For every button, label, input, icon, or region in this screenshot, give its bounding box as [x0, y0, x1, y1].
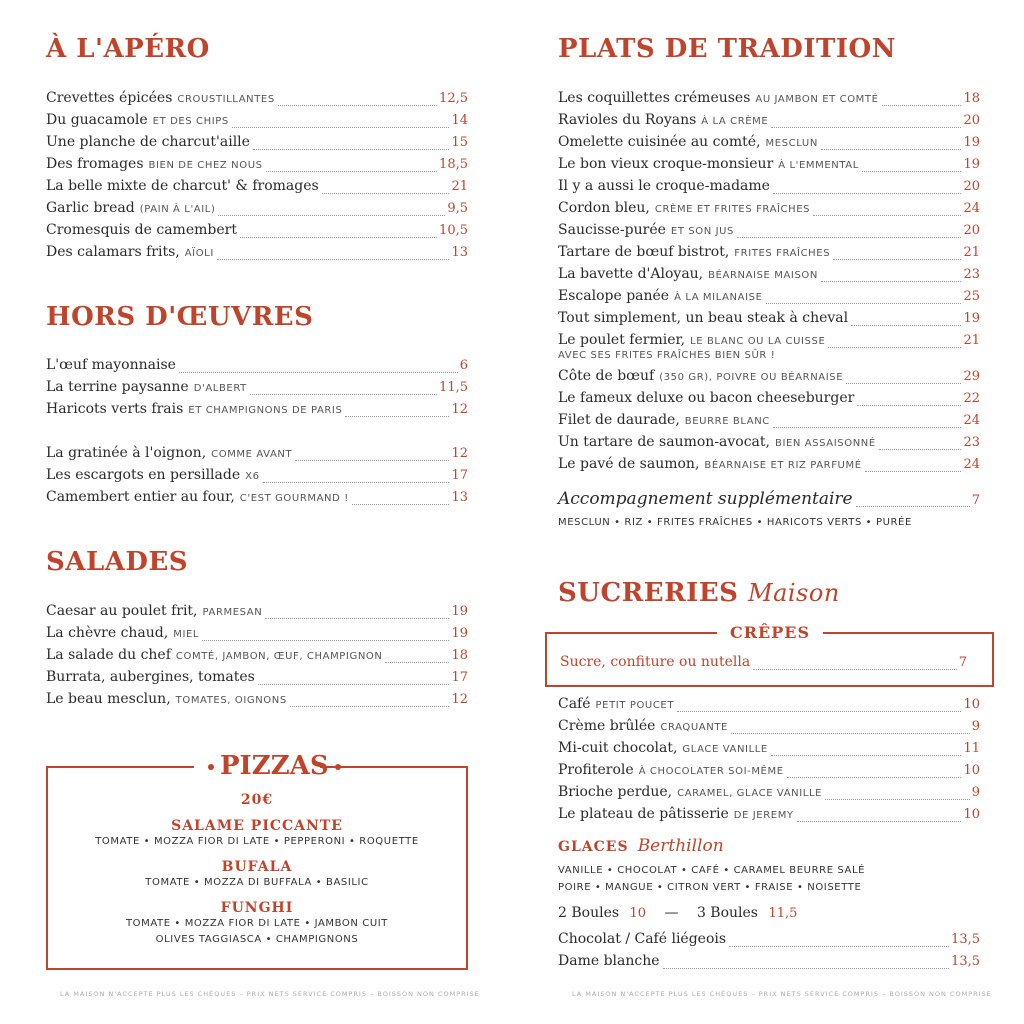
menu-item-row — [46, 134, 468, 154]
glaces-title-text: GLACES — [558, 839, 629, 855]
pizzas-title-text: PIZZAS — [220, 751, 329, 781]
menu-item-price: 24 — [963, 413, 980, 428]
pizza-ingredients: OLIVES TAGGIASCA • CHAMPIGNONS — [155, 934, 359, 945]
menu-item-name: Des calamars frits, — [46, 244, 180, 260]
menu-item-price: 20 — [963, 223, 980, 238]
menu-item-row — [46, 112, 468, 132]
menu-item-name: Saucisse-purée — [558, 222, 666, 238]
dot-leader — [879, 449, 962, 450]
dot-leader — [677, 711, 961, 712]
menu-item-name: La gratinée à l'oignon, — [46, 445, 207, 461]
menu-item-name: Cordon bleu, — [558, 200, 650, 216]
menu-item-price: 18 — [963, 91, 980, 106]
menu-item-price: 21 — [963, 245, 980, 260]
menu-item-row — [558, 156, 980, 176]
dot-leader — [179, 372, 458, 373]
salades-title: SALADES — [46, 547, 189, 577]
menu-item-row — [558, 244, 980, 264]
menu-item-name: Le bon vieux croque-monsieur — [558, 156, 774, 172]
menu-item-row — [558, 200, 980, 220]
menu-item-row — [558, 696, 980, 716]
sucreries-title-text: SUCRERIES — [558, 578, 739, 608]
menu-item-row — [558, 178, 980, 198]
accompagnement-list: MESCLUN • RIZ • FRITES FRAÎCHES • HARICOTS VERTS • PURÉE — [558, 517, 912, 528]
dot-leader — [773, 193, 962, 194]
dot-leader — [825, 799, 970, 800]
menu-item-name: L'œuf mayonnaise — [46, 357, 176, 373]
footer-note: LA MAISON N'ACCEPTE PLUS LES CHÈQUES – PRIX NETS SERVICE COMPRIS – BOISSON NON COMPRISE — [60, 990, 480, 998]
crepes-box — [545, 623, 994, 687]
menu-item-price: 14 — [451, 113, 468, 128]
menu-item-name: Camembert entier au four, — [46, 489, 235, 505]
menu-item-price: 23 — [963, 435, 980, 450]
menu-item-description: CARAMEL, GLACE VANILLE — [677, 788, 823, 799]
three-boules-label: 3 Boules — [696, 905, 758, 921]
pizza-name: FUNGHI — [220, 900, 294, 916]
menu-item-name: La salade du chef — [46, 647, 171, 663]
dot-leader — [862, 171, 962, 172]
menu-item-row — [46, 647, 468, 667]
boules-row — [558, 905, 797, 921]
menu-item-description: FRITES FRAÎCHES — [734, 248, 831, 259]
menu-item-name: Crème brûlée — [558, 718, 656, 734]
dot-leader — [352, 504, 450, 505]
menu-item-row — [558, 288, 980, 308]
accompagnement-row — [558, 489, 980, 511]
menu-item-name: Café — [558, 696, 591, 712]
menu-item-description: MESCLUN — [765, 138, 818, 149]
menu-item-row — [558, 134, 980, 154]
menu-item-name: La chèvre chaud, — [46, 625, 169, 641]
menu-item-price: 29 — [963, 369, 980, 384]
menu-item-name: La bavette d'Aloyau, — [558, 266, 704, 282]
pizzas-box — [46, 751, 468, 970]
dot-leader — [766, 303, 962, 304]
dot-leader — [729, 946, 949, 947]
dot-leader — [856, 506, 970, 507]
menu-item-price: 15 — [451, 135, 468, 150]
menu-item-row — [558, 222, 980, 242]
menu-item-price: 23 — [963, 267, 980, 282]
menu-item-description: AU JAMBON ET COMTÉ — [755, 94, 879, 105]
pizzas-title — [194, 751, 329, 781]
dot-leader — [771, 755, 962, 756]
menu-item-price: 6 — [459, 358, 468, 373]
three-boules-price: 11,5 — [768, 906, 798, 921]
menu-item-description: À L'EMMENTAL — [778, 160, 859, 171]
dot-leader — [773, 427, 962, 428]
menu-item-price: 24 — [963, 457, 980, 472]
menu-item-name: Il y a aussi le croque-madame — [558, 178, 770, 194]
menu-item-name: Dame blanche — [558, 953, 660, 969]
menu-item-row — [46, 467, 468, 487]
dot-leader — [882, 105, 962, 106]
dot-leader — [345, 416, 449, 417]
menu-item-name: Du guacamole — [46, 112, 148, 128]
menu-item-description: (350 GR), POIVRE OU BÉARNAISE — [659, 372, 844, 383]
dot-leader — [250, 394, 437, 395]
menu-item-price: 12 — [451, 446, 468, 461]
menu-item-name: Cromesquis de camembert — [46, 222, 237, 238]
menu-item-name: Tout simplement, un beau steak à cheval — [558, 310, 849, 326]
menu-item-price: 12 — [451, 402, 468, 417]
menu-item-name: Filet de daurade, — [558, 412, 680, 428]
menu-item-description: DE JEREMY — [733, 810, 794, 821]
dot-leader — [846, 383, 961, 384]
menu-item-row — [558, 784, 980, 804]
menu-item-name: Mi-cuit chocolat, — [558, 740, 678, 756]
menu-item-price: 10 — [963, 807, 980, 822]
dot-leader — [217, 259, 450, 260]
dot-leader — [278, 105, 437, 106]
menu-item-description: ET DES CHIPS — [152, 116, 229, 127]
menu-item-price: 19 — [963, 311, 980, 326]
crepes-item-name: Sucre, confiture ou nutella — [560, 654, 751, 670]
menu-item-description: À CHOCOLATER SOI-MÊME — [638, 766, 784, 777]
menu-item-row — [46, 691, 468, 711]
menu-item-row — [558, 931, 980, 951]
menu-item-price: 18,5 — [439, 157, 468, 172]
menu-item-row — [46, 244, 468, 264]
menu-item-price: 13 — [451, 490, 468, 505]
hors-doeuvres-title: HORS D'ŒUVRES — [46, 302, 314, 332]
menu-item-name: Des fromages — [46, 156, 144, 172]
menu-item-price: 13,5 — [951, 932, 980, 947]
bullet-icon — [208, 764, 214, 770]
menu-item-description: BIEN DE CHEZ NOUS — [148, 160, 263, 171]
menu-item-description: D'ALBERT — [193, 383, 247, 394]
menu-item-description: AÏOLI — [184, 248, 214, 259]
menu-item-row — [46, 379, 468, 399]
menu-item-price: 9 — [971, 785, 980, 800]
dot-leader — [821, 149, 962, 150]
menu-item-price: 21 — [451, 179, 468, 194]
menu-item-price: 19 — [451, 604, 468, 619]
menu-item-description: TOMATES, OIGNONS — [175, 695, 287, 706]
menu-item-price: 20 — [963, 179, 980, 194]
menu-item-price: 18 — [451, 648, 468, 663]
menu-item-price: 17 — [451, 468, 468, 483]
dot-leader — [253, 149, 450, 150]
menu-item-row — [46, 357, 468, 377]
pizzas-price: 20€ — [240, 792, 274, 808]
menu-item-row — [46, 156, 468, 176]
menu-item-description: C'EST GOURMAND ! — [239, 493, 349, 504]
menu-item-row — [46, 625, 468, 645]
menu-item-description: X6 — [245, 471, 260, 482]
glaces-script: Berthillon — [637, 836, 724, 856]
dot-leader — [232, 127, 450, 128]
dot-leader — [385, 662, 449, 663]
footer-note: LA MAISON N'ACCEPTE PLUS LES CHÈQUES – PRIX NETS SERVICE COMPRIS – BOISSON NON COMPRISE — [572, 990, 992, 998]
menu-item-price: 10,5 — [439, 223, 468, 238]
menu-item-price: 19 — [451, 626, 468, 641]
dot-leader — [322, 193, 450, 194]
menu-item-description: À LA MILANAISE — [674, 292, 763, 303]
menu-item-row — [46, 603, 468, 623]
menu-item-description: BIEN ASSAISONNÉ — [774, 438, 876, 449]
dot-leader — [813, 215, 961, 216]
menu-item-description: ET SON JUS — [670, 226, 735, 237]
menu-item-name: Tartare de bœuf bistrot, — [558, 244, 730, 260]
dot-leader — [258, 684, 450, 685]
menu-item-name: Garlic bread — [46, 200, 135, 216]
menu-item-row — [558, 310, 980, 330]
menu-item-row — [46, 489, 468, 509]
menu-item-description: (PAIN À L'AIL) — [139, 204, 216, 215]
menu-item-name: Omelette cuisinée au comté, — [558, 134, 761, 150]
menu-item-price: 13,5 — [951, 954, 980, 969]
menu-item-description: CROUSTILLANTES — [177, 94, 275, 105]
dot-leader — [266, 171, 437, 172]
menu-item-row — [558, 368, 980, 388]
menu-item-row — [558, 266, 980, 286]
menu-item-name: Le pavé de saumon, — [558, 456, 700, 472]
menu-item-name: Côte de bœuf — [558, 368, 655, 384]
menu-item-price: 13 — [451, 245, 468, 260]
menu-item-name: Une planche de charcut'aille — [46, 134, 250, 150]
menu-item-description: ET CHAMPIGNONS DE PARIS — [188, 405, 343, 416]
menu-item-row — [558, 456, 980, 476]
glaces-title — [558, 836, 724, 856]
dot-leader — [290, 706, 450, 707]
menu-item-row — [558, 434, 980, 454]
menu-item-description: COMME AVANT — [211, 449, 293, 460]
menu-item-description: BÉARNAISE MAISON — [708, 270, 818, 281]
menu-item-description: MIEL — [173, 629, 200, 640]
menu-item-name: Le fameux deluxe ou bacon cheeseburger — [558, 390, 855, 406]
menu-item-description: BÉARNAISE ET RIZ PARFUMÉ — [704, 460, 862, 471]
menu-item-price: 9 — [971, 719, 980, 734]
dot-leader — [295, 460, 449, 461]
dot-leader — [265, 618, 449, 619]
pizza-ingredients: TOMATE • MOZZA FIOR DI LATE • JAMBON CUIT — [125, 918, 389, 929]
menu-item-price: 10 — [963, 697, 980, 712]
menu-item-price: 20 — [963, 113, 980, 128]
menu-item-name: Le poulet fermier, — [558, 332, 686, 348]
menu-item-name: Le beau mesclun, — [46, 691, 171, 707]
menu-item-row — [558, 953, 980, 973]
menu-item-price: 24 — [963, 201, 980, 216]
two-boules-label: 2 Boules — [558, 905, 620, 921]
dot-leader — [787, 777, 962, 778]
menu-item-price: 11,5 — [439, 380, 468, 395]
menu-item-row — [46, 669, 468, 689]
boules-separator: — — [664, 905, 679, 921]
menu-item-name: Brioche perdue, — [558, 784, 673, 800]
glaces-flavors-line1: VANILLE • CHOCOLAT • CAFÉ • CARAMEL BEURRE SALÉ — [558, 865, 866, 876]
pizza-name: BUFALA — [221, 859, 293, 875]
menu-item-row — [558, 90, 980, 110]
pizza-ingredients: TOMATE • MOZZA DI BUFFALA • BASILIC — [145, 877, 369, 888]
menu-item-price: 19 — [963, 135, 980, 150]
menu-item-price: 17 — [451, 670, 468, 685]
dot-leader — [828, 347, 961, 348]
dot-leader — [851, 325, 961, 326]
menu-item-name: Chocolat / Café liégeois — [558, 931, 727, 947]
menu-item-name: Burrata, aubergines, tomates — [46, 669, 255, 685]
menu-item-price: 9,5 — [447, 201, 468, 216]
dot-leader — [202, 640, 449, 641]
menu-item-name: Le plateau de pâtisserie — [558, 806, 729, 822]
dot-leader — [797, 821, 962, 822]
menu-item-description: CRAQUANTE — [660, 722, 728, 733]
menu-item-description: BEURRE BLANC — [684, 416, 770, 427]
menu-item-description: PETIT POUCET — [595, 700, 675, 711]
dot-leader — [737, 237, 961, 238]
dot-leader — [663, 968, 950, 969]
menu-item-row — [558, 332, 980, 352]
menu-item-description: CRÈME ET FRITES FRAÎCHES — [654, 204, 811, 215]
menu-item-row — [46, 200, 468, 220]
menu-item-row — [46, 445, 468, 465]
menu-item-description: PARMESAN — [202, 607, 263, 618]
menu-item-name: Caesar au poulet frit, — [46, 603, 198, 619]
dot-leader — [821, 281, 962, 282]
dot-leader — [833, 259, 961, 260]
menu-item-row — [558, 806, 980, 826]
poulet-note: AVEC SES FRITES FRAÎCHES BIEN SÛR ! — [558, 350, 776, 361]
menu-item-row — [558, 718, 980, 738]
crepes-title: CRÊPES — [717, 623, 823, 643]
menu-item-row — [558, 740, 980, 760]
menu-item-row — [558, 112, 980, 132]
menu-item-row — [46, 90, 468, 110]
menu-item-name: La belle mixte de charcut' & fromages — [46, 178, 319, 194]
sucreries-title — [558, 578, 840, 608]
menu-item-row — [558, 762, 980, 782]
menu-item-name: Profiterole — [558, 762, 634, 778]
menu-item-row — [46, 401, 468, 421]
menu-item-name: Un tartare de saumon-avocat, — [558, 434, 770, 450]
menu-item-name: Ravioles du Royans — [558, 112, 697, 128]
dot-leader — [857, 405, 961, 406]
menu-item-price: 21 — [963, 333, 980, 348]
dot-leader — [865, 471, 962, 472]
dot-leader — [731, 733, 970, 734]
menu-item-description: COMTÉ, JAMBON, ŒUF, CHAMPIGNON — [175, 651, 383, 662]
pizza-name: SALAME PICCANTE — [171, 818, 343, 834]
menu-item-name: Crevettes épicées — [46, 90, 173, 106]
menu-item-price: 12 — [451, 692, 468, 707]
glaces-flavors-line2: POIRE • MANGUE • CITRON VERT • FRAISE • NOISETTE — [558, 882, 862, 893]
menu-item-row — [558, 390, 980, 410]
menu-item-price: 11 — [963, 741, 980, 756]
pizza-ingredients: TOMATE • MOZZA FIOR DI LATE • PEPPERONI • ROQUETTE — [95, 836, 419, 847]
sucreries-script: Maison — [748, 579, 840, 607]
dot-leader — [218, 215, 445, 216]
menu-item-name: Les escargots en persillade — [46, 467, 241, 483]
dot-leader — [771, 127, 961, 128]
menu-item-price: 19 — [963, 157, 980, 172]
menu-item-price: 22 — [963, 391, 980, 406]
accompagnement-price: 7 — [971, 493, 980, 508]
apero-title: À L'APÉRO — [46, 34, 210, 64]
dot-leader — [263, 482, 450, 483]
bullet-icon — [335, 764, 341, 770]
menu-item-description: GLACE VANILLE — [682, 744, 768, 755]
menu-item-price: 10 — [963, 763, 980, 778]
menu-item-name: Haricots verts frais — [46, 401, 184, 417]
menu-item-name: Escalope panée — [558, 288, 670, 304]
plats-title: PLATS DE TRADITION — [558, 34, 896, 64]
dot-leader — [753, 669, 957, 670]
crepes-row — [560, 654, 967, 674]
menu-item-description: LE BLANC OU LA CUISSE — [690, 336, 826, 347]
menu-item-name: Les coquillettes crémeuses — [558, 90, 751, 106]
crepes-item-price: 7 — [958, 655, 967, 670]
menu-item-price: 12,5 — [439, 91, 468, 106]
menu-item-row — [46, 222, 468, 242]
menu-item-price: 25 — [963, 289, 980, 304]
menu-item-row — [558, 412, 980, 432]
menu-item-row — [46, 178, 468, 198]
dot-leader — [240, 237, 437, 238]
two-boules-price: 10 — [629, 906, 647, 921]
menu-item-description: À LA CRÈME — [701, 116, 769, 127]
accompagnement-title: Accompagnement supplémentaire — [558, 489, 853, 509]
menu-item-name: La terrine paysanne — [46, 379, 189, 395]
